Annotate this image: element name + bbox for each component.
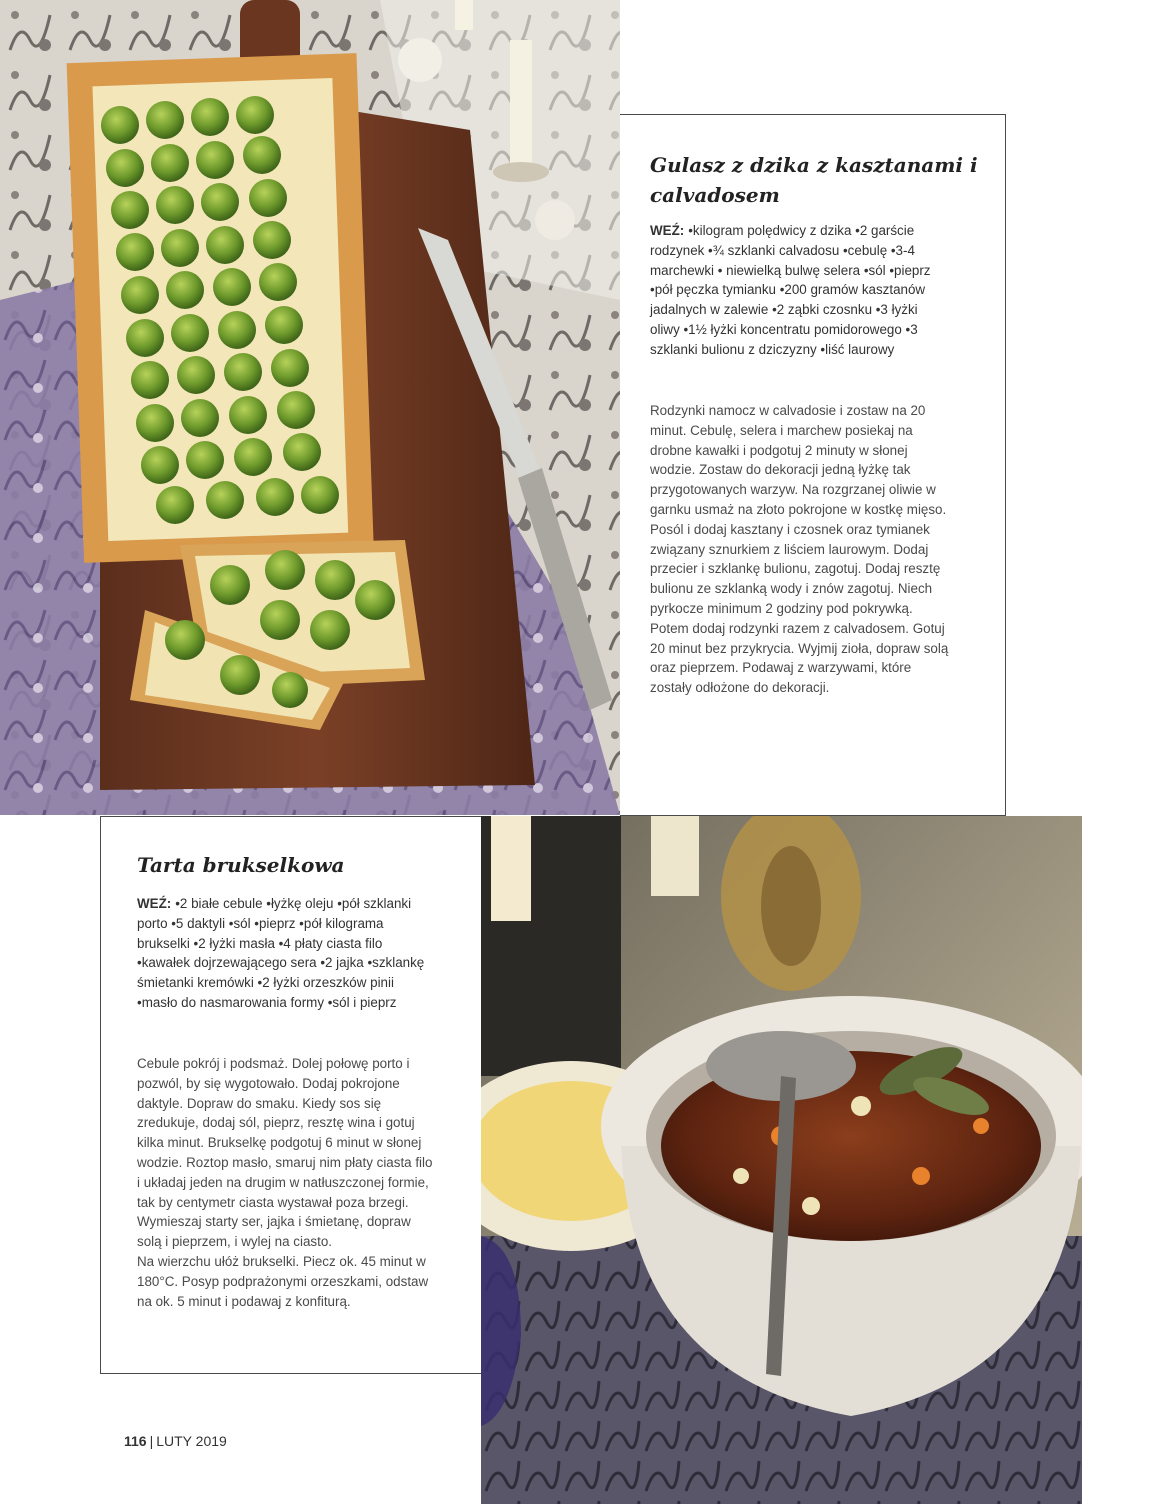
method-paragraph: Cebule pokrój i podsmaż. Dolej połowę porto i pozwól, by się wygotowało. Dodaj pokrojone daktyle. Dopraw do smaku. Kiedy sos się zredukuje, dodaj sól, pieprz, resztę wina i gotuj kilka minut. Brukselkę podgotuj 6 minut w słonej wodzie. Roztop masło, smaruj nim płaty ciasta filo i układaj jeden na drugim w natłuszczonej formie, tak by centymetr ciasta wystawał poza brzegi. Wymieszaj starty ser, jajka i śmietanę, dopraw solą i pieprzem, i wylej na ciasto.	[137, 1056, 433, 1250]
ingredients-text: •2 białe cebule •łyżkę oleju •pół szklanki porto •5 daktyli •sól •pieprz •pół kilograma brukselki •2 łyżki masła •4 płaty ciasta filo •kawałek dojrzewającego sera •2 jajka •szklankę śmietanki kremówki •2 łyżki orzeszków pinii •masło do nasmarowania formy •sól i pieprz	[137, 896, 425, 1010]
ingredients-list	[650, 221, 950, 360]
method-paragraph: Rodzynki namocz w calvadosie i zostaw na 20 minut. Cebulę, selera i marchew posiekaj na drobne kawałki i podgotuj 2 minuty w słonej wodzie. Zostaw do dekoracji jedną łyżkę tak przygotowanych warzyw. Na rozgrzanej oliwie w garnku usmaż na złoto pokrojone w kostkę mięso. Posól i dodaj kasztany i czosnek oraz tymianek związany sznurkiem z liściem laurowym. Dodaj przecier i szklankę bulionu, zagotuj. Dodaj resztę bulionu ze szklanką wody i znów zagotuj. Niech pyrkocze minimum 2 godziny pod pokrywką. Potem dodaj rodzynki razem z calvadosem. Gotuj 20 minut bez przykrycia. Wyjmij zioła, dopraw solą oraz pieprzem. Podawaj z warzywami, które zostały odłożone do dekoracji.	[650, 403, 949, 696]
goulash-illustration	[481, 816, 1082, 1504]
recipe-card-gulasz	[620, 114, 1006, 816]
ingredients-lead: WEŹ:	[650, 223, 685, 238]
recipe-title: Tarta brukselkowa	[137, 853, 345, 877]
ingredients-text: •kilogram polędwicy z dzika •2 garście rodzynek •¾ szklanki calvadosu •cebulę •3-4 marchewki • niewielką bulwę selera •sól •pieprz •pół pęczka tymianku •200 gramów kasztanów jadalnych w zalewie •2 ząbki czosnku •3 łyżki oliwy •1½ łyżki koncentratu pomidorowego •3 szklanki bulionu z dziczyzny •liść laurowy	[650, 223, 931, 357]
method-text	[137, 1054, 437, 1311]
issue-date: LUTY 2019	[156, 1433, 227, 1449]
method-paragraph: Na wierzchu ułóż brukselki. Piecz ok. 45 minut w 180°C. Posyp podprażonymi orzeszkami, odstaw na ok. 5 minut i podawaj z konfiturą.	[137, 1253, 429, 1309]
method-text	[650, 401, 950, 698]
page-footer	[124, 1433, 227, 1449]
photo-brussels-sprout-tart	[0, 0, 620, 815]
footer-separator: |	[149, 1433, 154, 1449]
page-number: 116	[124, 1433, 147, 1449]
ingredients-list	[137, 894, 437, 1013]
ingredients-lead: WEŹ:	[137, 896, 172, 911]
photo-wild-boar-goulash	[481, 816, 1082, 1504]
recipe-card-tarta	[100, 816, 481, 1374]
recipe-title: Gulasz z dzika z kasztanami i calvadosem	[650, 153, 978, 207]
tart-illustration	[0, 0, 620, 815]
